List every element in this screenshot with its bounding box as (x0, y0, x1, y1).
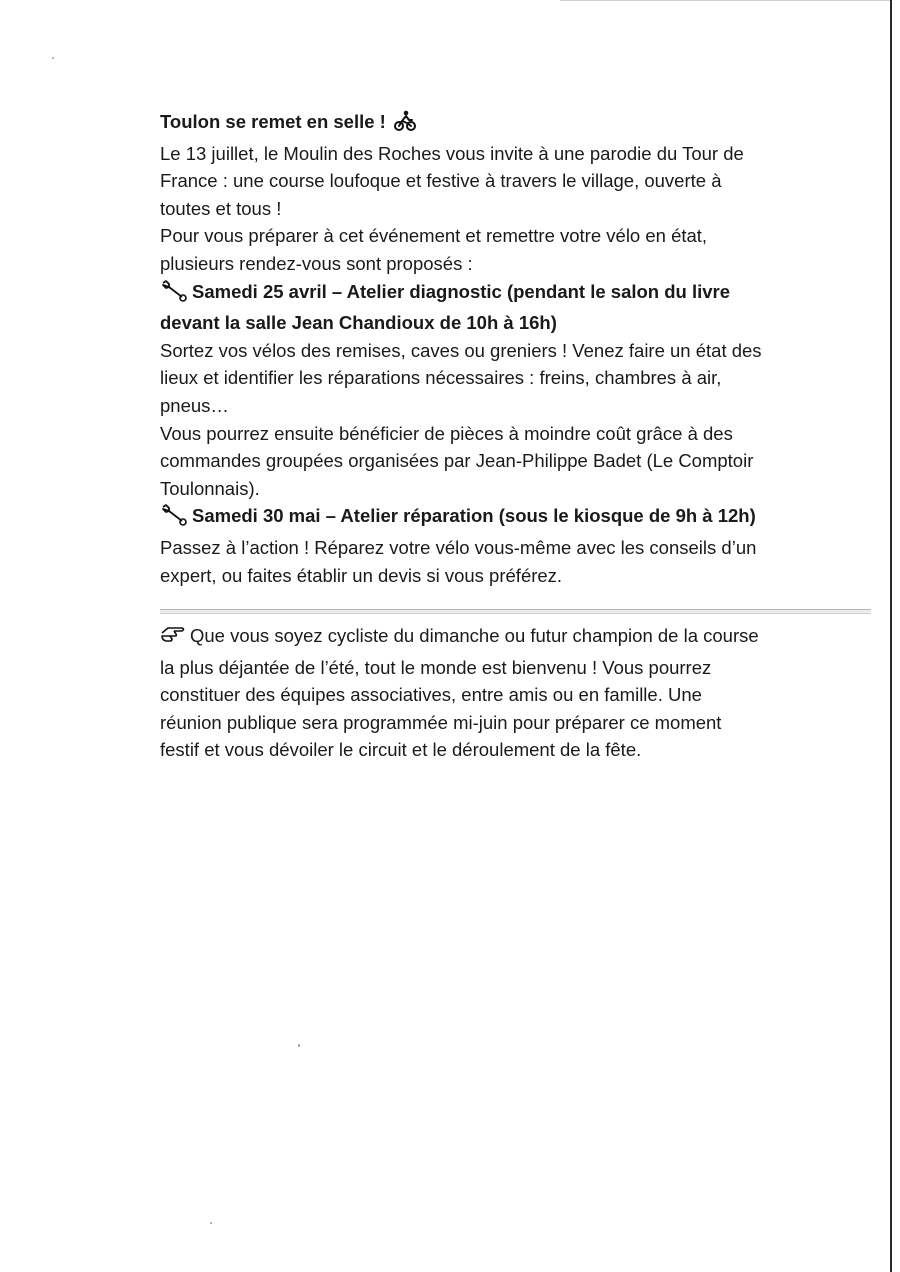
closing-line (160, 622, 820, 654)
scan-top-line (560, 0, 890, 1)
wrench-icon (160, 504, 188, 534)
pointing-hand-icon (160, 624, 186, 654)
event-body-line: commandes groupées organisées par Jean-Philippe Badet (Le Comptoir (160, 450, 754, 472)
closing-block (160, 622, 820, 764)
cyclist-icon (394, 110, 416, 140)
scan-speck (52, 57, 54, 59)
section-divider (160, 609, 871, 614)
intro-line: Pour vous préparer à cet événement et remettre votre vélo en état, (160, 225, 708, 247)
scan-speck (210, 1222, 212, 1224)
event-body-line: Vous pourrez ensuite bénéficier de pièces à moindre coût grâce à des (160, 422, 733, 444)
announcement-title (160, 108, 800, 140)
closing-text: Que vous soyez cycliste du dimanche ou futur champion de la course (190, 625, 759, 646)
event-heading (160, 278, 800, 310)
event-body-line: Toulonnais). (160, 477, 260, 499)
event-body-line: expert, ou faites établir un devis si vous préférez. (160, 564, 563, 586)
scan-speck (298, 1044, 300, 1047)
closing-line: festif et vous dévoiler le circuit et le déroulement de la fête. (160, 739, 642, 761)
closing-line: constituer des équipes associatives, entre amis ou en famille. Une (160, 684, 702, 706)
intro-line: plusieurs rendez-vous sont proposés : (160, 252, 473, 274)
event-heading-text: Samedi 30 mai – Atelier réparation (sous le kiosque de 9h à 12h) (192, 505, 756, 527)
intro-line: Le 13 juillet, le Moulin des Roches vous invite à une parodie du Tour de (160, 142, 744, 164)
event-body-line: lieux et identifier les réparations nécessaires : freins, chambres à air, (160, 367, 722, 389)
title-text: Toulon se remet en selle ! (160, 111, 386, 132)
event-heading (160, 502, 800, 534)
announcement-block (160, 108, 800, 589)
event-body-line: Passez à l’action ! Réparez votre vélo vous-même avec les conseils d’un (160, 536, 757, 558)
intro-line: France : une course loufoque et festive à travers le village, ouverte à (160, 170, 722, 192)
wrench-icon (160, 280, 188, 310)
closing-line: la plus déjantée de l’été, tout le monde est bienvenu ! Vous pourrez (160, 656, 712, 678)
event-heading-line: devant la salle Jean Chandioux de 10h à 16h) (160, 312, 557, 334)
closing-line: réunion publique sera programmée mi-juin pour préparer ce moment (160, 711, 722, 733)
scan-page-edge (890, 0, 892, 1272)
event-heading-text: Samedi 25 avril – Atelier diagnostic (pendant le salon du livre (192, 280, 731, 302)
intro-line: toutes et tous ! (160, 197, 282, 219)
event-body-line: pneus… (160, 394, 229, 416)
event-body-line: Sortez vos vélos des remises, caves ou greniers ! Venez faire un état des (160, 339, 762, 361)
